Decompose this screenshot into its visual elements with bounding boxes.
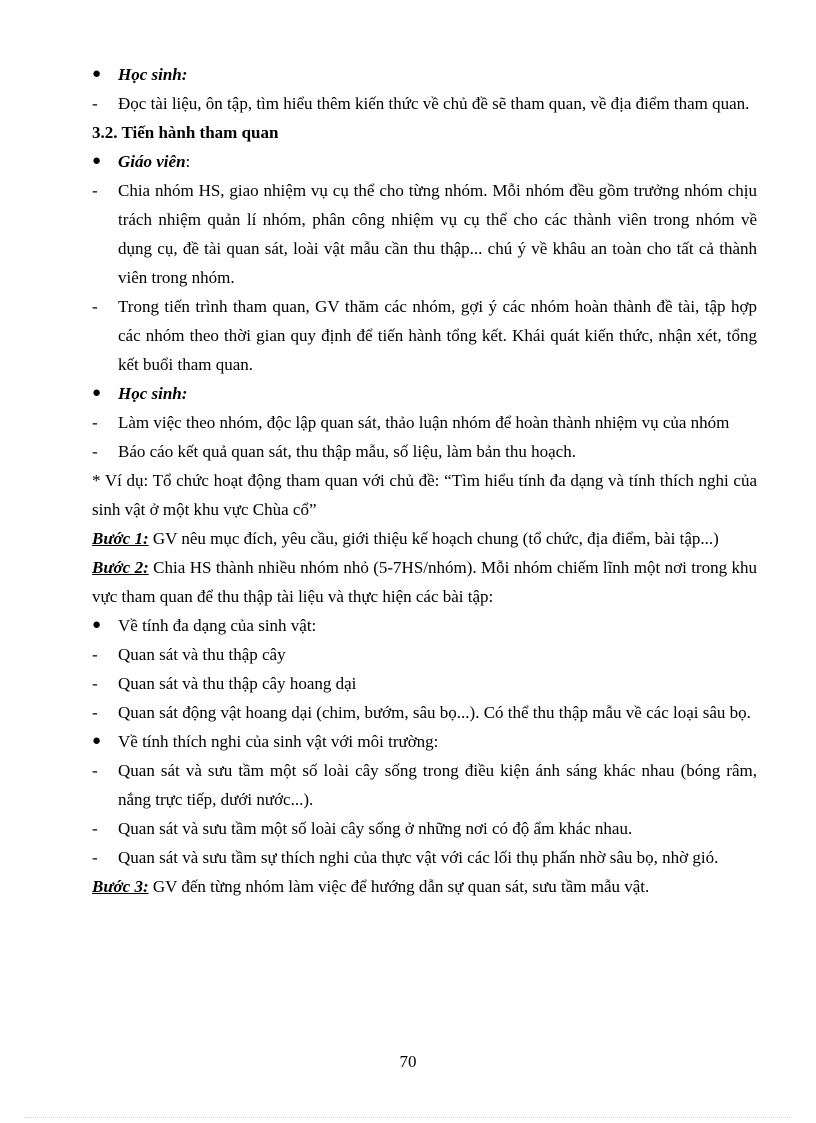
list-item [92,669,757,698]
dash-icon: - [92,645,98,664]
bullet-icon: ● [92,385,102,401]
dash-icon: - [92,674,98,693]
list-item-text: Quan sát và sưu tầm sự thích nghi của thực vật với các lối thụ phấn nhờ sâu bọ, nhờ gió. [118,848,719,867]
step-2-paragraph [92,553,757,611]
list-item [92,640,757,669]
list-item-text: Làm việc theo nhóm, độc lập quan sát, thảo luận nhóm để hoàn thành nhiệm vụ của nhóm [118,413,730,432]
dash-icon: - [92,94,98,113]
example-paragraph: * Ví dụ: Tổ chức hoạt động tham quan với chủ đề: “Tìm hiểu tính đa dạng và tính thích nghi của sinh vật ở một khu vực Chùa cổ” [92,471,757,519]
dash-icon: - [92,442,98,461]
step-1-paragraph [92,524,757,553]
step-1-text: GV nêu mục đích, yêu cầu, giới thiệu kế hoạch chung (tổ chức, địa điểm, bài tập...) [148,529,719,548]
label-hoc-sinh: Học sinh: [118,384,188,403]
list-item-text: Quan sát và sưu tầm một số loài cây sống trong điều kiện ánh sáng khác nhau (bóng râm, nắng trực tiếp, dưới nước...). [118,761,757,809]
list-item [92,756,757,814]
step-3-paragraph [92,872,757,901]
list-item [92,814,757,843]
bullet-icon: ● [92,733,102,749]
list-item-text: Quan sát và thu thập cây hoang dại [118,674,357,693]
list-item [92,89,757,118]
dash-icon: - [92,413,98,432]
list-item-text: Chia nhóm HS, giao nhiệm vụ cụ thể cho từng nhóm. Mỗi nhóm đều gồm trưởng nhóm chịu trách nhiệm quản lí nhóm, phân công nhiệm vụ cụ thể cho các thành viên trong nhóm về dụng cụ, đề tài quan sát, loài vật mẫu cần thu thập... chú ý về khâu an toàn cho tất cả thành viên trong nhóm. [118,181,757,287]
step-3-text: GV đến từng nhóm làm việc để hướng dẫn sự quan sát, sưu tầm mẫu vật. [148,877,650,896]
step-2-label: Bước 2: [92,558,149,577]
step-3-label: Bước 3: [92,877,149,896]
list-item [92,843,757,872]
dash-icon: - [92,181,98,200]
list-item-text: Trong tiến trình tham quan, GV thăm các nhóm, gợi ý các nhóm hoàn thành đề tài, tập hợp các nhóm theo thời gian quy định để tiến hành tổng kết. Khái quát kiến thức, nhận xét, tổng kết buổi tham quan. [118,297,757,374]
bullet-hoc-sinh-1 [92,60,757,89]
list-item-text: Quan sát động vật hoang dại (chim, bướm, sâu bọ...). Có thể thu thập mẫu về các loại sâu bọ. [118,703,751,722]
bullet-icon: ● [92,66,102,82]
list-item-text: Quan sát và thu thập cây [118,645,286,664]
list-item [92,408,757,437]
dash-icon: - [92,848,98,867]
label-giao-vien: Giáo viên [118,152,186,171]
bullet-icon: ● [92,153,102,169]
list-item-text: Đọc tài liệu, ôn tập, tìm hiểu thêm kiến thức về chủ đề sẽ tham quan, về địa điểm tham quan. [118,94,750,113]
dash-icon: - [92,761,98,780]
bullet-diversity [92,611,757,640]
list-item [92,292,757,379]
dash-icon: - [92,703,98,722]
bullet-text: Về tính đa dạng của sinh vật: [118,616,317,635]
list-item-text: Báo cáo kết quả quan sát, thu thập mẫu, số liệu, làm bản thu hoạch. [118,442,576,461]
list-item [92,176,757,292]
bullet-text: Về tính thích nghi của sinh vật với môi trường: [118,732,439,751]
list-item [92,437,757,466]
bullet-icon: ● [92,617,102,633]
label-colon: : [185,152,191,171]
page-content [92,60,757,901]
label-hoc-sinh: Học sinh: [118,65,188,84]
dash-icon: - [92,819,98,838]
step-1-label: Bước 1: [92,529,149,548]
list-item [92,698,757,727]
page-bottom-divider [24,1117,792,1118]
bullet-hoc-sinh-2 [92,379,757,408]
section-heading: 3.2. Tiến hành tham quan [92,123,279,142]
page-number: 70 [399,1052,417,1071]
list-item-text: Quan sát và sưu tầm một số loài cây sống ở những nơi có độ ẩm khác nhau. [118,819,633,838]
bullet-giao-vien [92,147,757,176]
bullet-adaptation [92,727,757,756]
dash-icon: - [92,297,98,316]
step-2-text: Chia HS thành nhiều nhóm nhỏ (5-7HS/nhóm). Mỗi nhóm chiếm lĩnh một nơi trong khu vực tham quan để thu thập tài liệu và thực hiện các bài tập: [92,558,757,606]
